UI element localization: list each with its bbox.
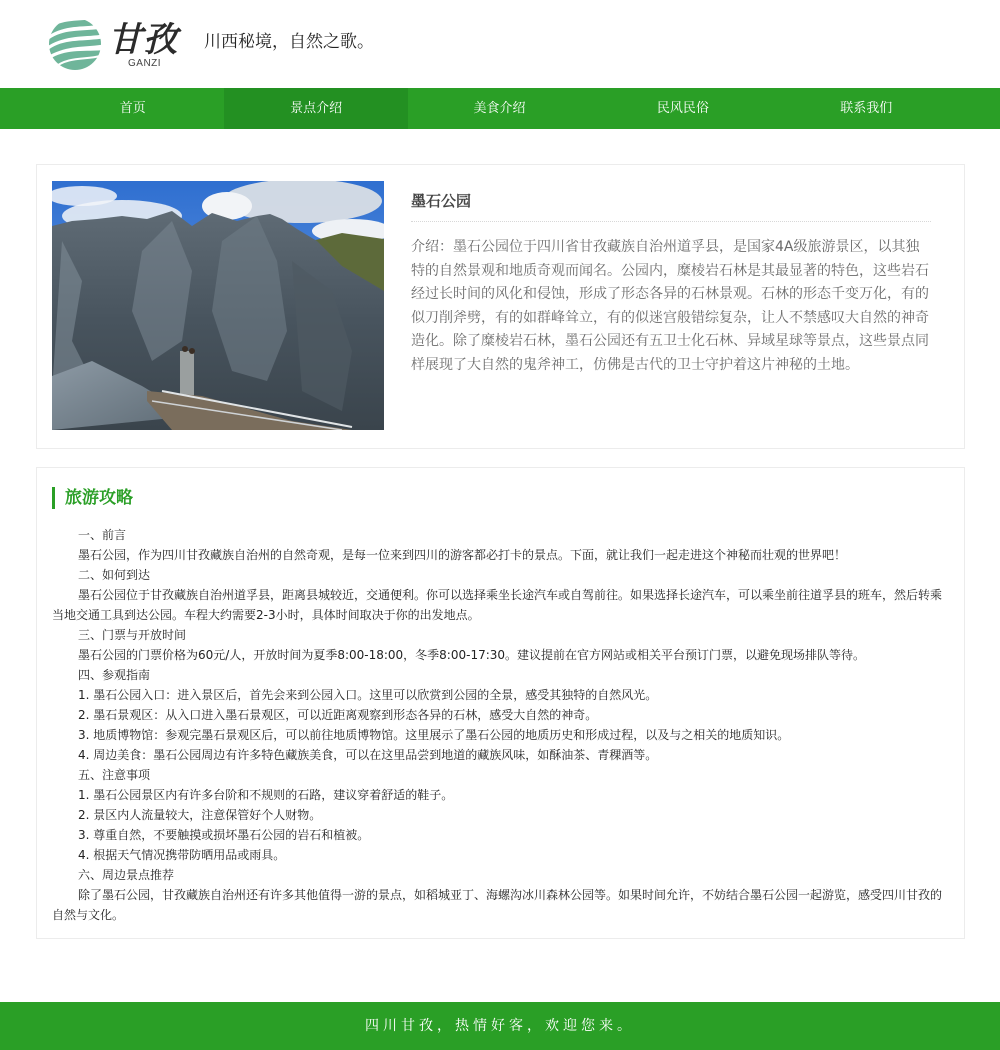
main-nav bbox=[0, 88, 1000, 129]
nav-item-food[interactable]: 美食介绍 bbox=[473, 101, 526, 116]
logo-subtext: GANZI bbox=[128, 58, 162, 69]
site-slogan: 川西秘境，自然之歌。 bbox=[204, 32, 374, 52]
guide-heading: 一、前言 bbox=[78, 528, 127, 542]
guide-heading: 五、注意事项 bbox=[78, 768, 151, 782]
guide-list-item: 4. 根据天气情况携带防晒用品或雨具。 bbox=[78, 848, 286, 862]
attraction-card bbox=[36, 164, 965, 449]
guide-heading: 六、周边景点推荐 bbox=[78, 868, 175, 882]
travel-guide-body bbox=[52, 525, 952, 925]
attraction-photo bbox=[52, 181, 384, 430]
guide-paragraph: 墨石公园位于甘孜藏族自治州道孚县，距离县城较近，交通便利。你可以选择乘坐长途汽车或自驾前往。如果选择长途汽车，可以乘坐前往道孚县的班车，然后转乘当地交通工具到达公园。车程大约需要2-3小时，具体时间取决于你的出发地点。 bbox=[52, 588, 943, 622]
site-footer bbox=[0, 1002, 1000, 1050]
attraction-title: 墨石公园 bbox=[411, 187, 931, 222]
guide-heading: 四、参观指南 bbox=[78, 668, 151, 682]
attraction-intro bbox=[411, 187, 931, 377]
guide-list-item: 4. 周边美食：墨石公园周边有许多特色藏族美食，可以在这里品尝到地道的藏族风味，如酥油茶、青稞酒等。 bbox=[78, 748, 658, 762]
logo-mountain-icon bbox=[48, 16, 106, 72]
guide-list-item: 1. 墨石公园入口：进入景区后，首先会来到公园入口。这里可以欣赏到公园的全景，感受其独特的自然风光。 bbox=[78, 688, 658, 702]
guide-list-item: 1. 墨石公园景区内有许多台阶和不规则的石路，建议穿着舒适的鞋子。 bbox=[78, 788, 454, 802]
guide-paragraph: 墨石公园，作为四川甘孜藏族自治州的自然奇观，是每一位来到四川的游客都必打卡的景点。下面，就让我们一起走进这个神秘而壮观的世界吧！ bbox=[78, 548, 847, 562]
travel-guide-card bbox=[36, 467, 965, 939]
nav-item-attractions[interactable]: 景点介绍 bbox=[224, 88, 407, 129]
guide-list-item: 3. 地质博物馆：参观完墨石景观区后，可以前往地质博物馆。这里展示了墨石公园的地质历史和形成过程，以及与之相关的地质知识。 bbox=[78, 728, 790, 742]
nav-item-contact[interactable]: 联系我们 bbox=[840, 101, 893, 116]
guide-list-item: 2. 景区内人流量较大，注意保管好个人财物。 bbox=[78, 808, 322, 822]
site-logo[interactable] bbox=[48, 16, 188, 74]
footer-text: 四川甘孜，热情好客，欢迎您来。 bbox=[365, 1018, 635, 1034]
guide-paragraph: 墨石公园的门票价格为60元/人，开放时间为夏季8:00-18:00，冬季8:00-17:30。建议提前在官方网站或相关平台预订门票，以避免现场排队等待。 bbox=[78, 648, 866, 662]
nav-spacer bbox=[0, 88, 41, 129]
guide-paragraph: 除了墨石公园，甘孜藏族自治州还有许多其他值得一游的景点，如稻城亚丁、海螺沟冰川森林公园等。如果时间允许，不妨结合墨石公园一起游览，感受四川甘孜的自然与文化。 bbox=[52, 888, 943, 922]
guide-heading: 二、如何到达 bbox=[78, 568, 151, 582]
guide-list-item: 2. 墨石景观区：从入口进入墨石景观区，可以近距离观察到形态各异的石林，感受大自然的神奇。 bbox=[78, 708, 598, 722]
guide-heading: 三、门票与开放时间 bbox=[78, 628, 187, 642]
guide-list-item: 3. 尊重自然，不要触摸或损坏墨石公园的岩石和植被。 bbox=[78, 828, 370, 842]
attraction-description: 介绍：墨石公园位于四川省甘孜藏族自治州道孚县，是国家4A级旅游景区，以其独特的自然景观和地质奇观而闻名。公园内，糜棱岩石林是其最显著的特色，这些岩石经过长时间的风化和侵蚀，形成了形态各异的石林景观。石林的形态千变万化，有的似刀削斧劈，有的如群峰耸立，有的似迷宫般错综复杂，让人不禁感叹大自然的神奇造化。除了糜棱岩石林，墨石公园还有五卫士化石林、异域星球等景点，这些景点同样展现了大自然的鬼斧神工，仿佛是古代的卫士守护着这片神秘的土地。 bbox=[411, 239, 929, 373]
travel-guide-title: 旅游攻略 bbox=[52, 487, 133, 509]
nav-item-customs[interactable]: 民风民俗 bbox=[656, 101, 709, 116]
site-header bbox=[0, 0, 1000, 88]
nav-item-home[interactable]: 首页 bbox=[119, 101, 146, 116]
logo-text: 甘孜 bbox=[108, 20, 178, 60]
